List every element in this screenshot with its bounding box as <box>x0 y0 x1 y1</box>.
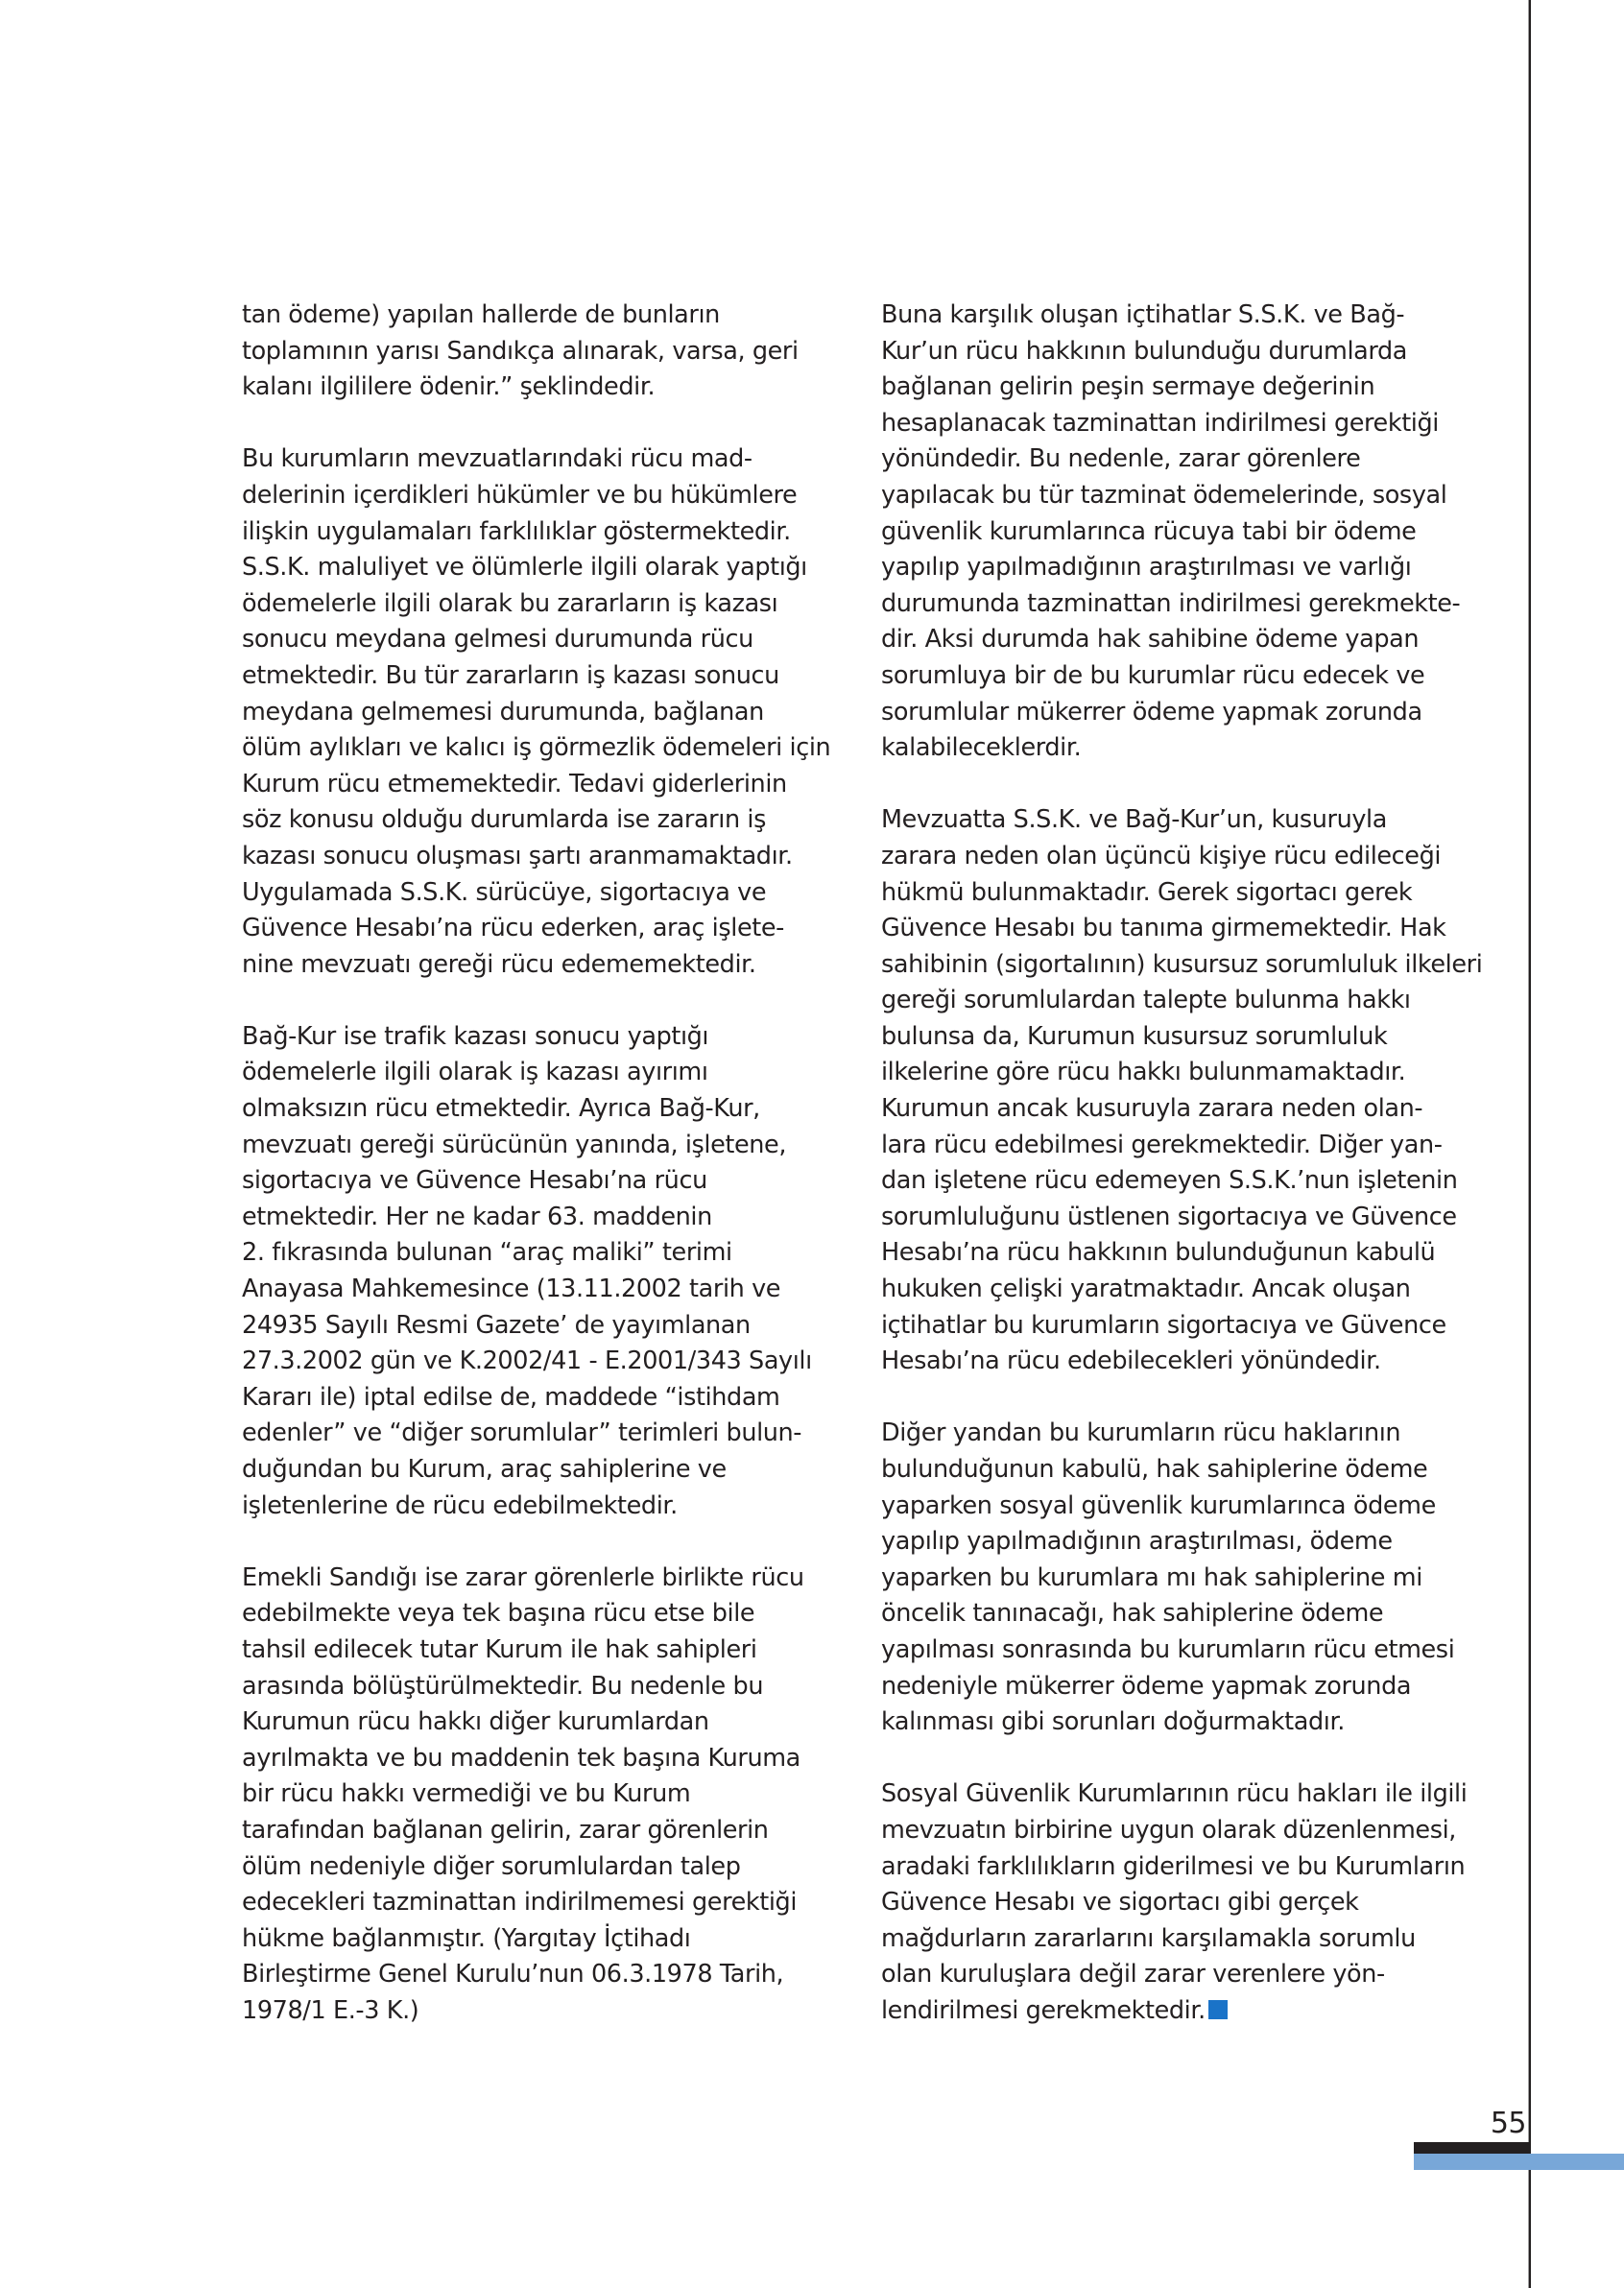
text-line: Bu kurumların mevzuatlarındaki rücu mad- <box>242 444 752 474</box>
text-line: hukuken çelişki yaratmaktadır. Ancak oluşan <box>881 1275 1411 1304</box>
text-line: mevzuatı gereği sürücünün yanında, işletene, <box>242 1130 787 1159</box>
text-line: Sosyal Güvenlik Kurumlarının rücu hakları ile ilgili <box>881 1779 1468 1809</box>
text-line: 1978/1 E.-3 K.) <box>242 1995 419 2025</box>
text-line: Buna karşılık oluşan içtihatlar S.S.K. ve Bağ- <box>881 300 1405 329</box>
text-line: arasında bölüştürülmektedir. Bu nedenle bu <box>242 1671 764 1701</box>
text-line: güvenlik kurumlarınca rücuya tabi bir ödeme <box>881 516 1417 546</box>
text-line: öncelik tanınacağı, hak sahiplerine ödeme <box>881 1599 1384 1629</box>
text-line: dir. Aksi durumda hak sahibine ödeme yapan <box>881 625 1420 655</box>
text-line: gereği sorumlulardan talepte bulunma hakkı <box>881 986 1411 1015</box>
text-line: Uygulamada S.S.K. sürücüye, sigortacıya ve <box>242 877 767 907</box>
text-line: duğundan bu Kurum, araç sahiplerine ve <box>242 1455 727 1484</box>
text-line: hükme bağlanmıştır. (Yargıtay İçtihadı <box>242 1923 691 1953</box>
text-line: hesaplanacak tazminattan indirilmesi gerektiği <box>881 408 1439 438</box>
left-column <box>242 298 866 2065</box>
text-line: sonucu meydana gelmesi durumunda rücu <box>242 625 753 655</box>
text-line: ilişkin uygulamaları farklılıklar göstermektedir. <box>242 516 791 546</box>
text-line: lara rücu edebilmesi gerekmektedir. Diğer yan- <box>881 1130 1443 1159</box>
text-line: Anayasa Mahkemesince (13.11.2002 tarih ve <box>242 1275 781 1304</box>
text-line: Güvence Hesabı’na rücu ederken, araç işlete- <box>242 914 784 943</box>
text-line: ödemelerle ilgili olarak bu zararların iş kazası <box>242 588 778 618</box>
text-line: kalınması gibi sorunları doğurmaktadır. <box>881 1707 1345 1737</box>
text-line: Güvence Hesabı bu tanıma girmemektedir. Hak <box>881 914 1446 943</box>
text-line: nine mevzuatı gereği rücu edememektedir. <box>242 949 756 979</box>
text-line: yönündedir. Bu nedenle, zarar görenlere <box>881 444 1361 474</box>
paragraph <box>242 298 866 406</box>
text-line: 27.3.2002 gün ve K.2002/41 - E.2001/343 Sayılı <box>242 1347 812 1376</box>
text-line: Kurumun ancak kusuruyla zarara neden olan- <box>881 1094 1423 1124</box>
text-line: Kurum rücu etmemektedir. Tedavi giderlerinin <box>242 769 787 798</box>
text-line: delerinin içerdikleri hükümler ve bu hükümlere <box>242 480 798 510</box>
text-line: toplamının yarısı Sandıkça alınarak, varsa, geri <box>242 336 799 366</box>
text-line: içtihatlar bu kurumların sigortacıya ve Güvence <box>881 1310 1446 1340</box>
right-column <box>881 298 1505 2065</box>
text-line: mevzuatın birbirine uygun olarak düzenlenmesi, <box>881 1815 1456 1845</box>
text-line: Hesabı’na rücu edebilecekleri yönündedir. <box>881 1347 1381 1376</box>
text-line: ölüm nedeniyle diğer sorumlulardan talep <box>242 1851 741 1881</box>
text-line: yapılması sonrasında bu kurumların rücu etmesi <box>881 1634 1455 1664</box>
text-line: Mevzuatta S.S.K. ve Bağ-Kur’un, kusuruyla <box>881 805 1387 835</box>
text-line: tarafından bağlanan gelirin, zarar görenlerin <box>242 1815 769 1845</box>
text-line: sorumlular mükerrer ödeme yapmak zorunda <box>881 697 1422 727</box>
text-line: bulunsa da, Kurumun kusursuz sorumluluk <box>881 1021 1388 1051</box>
footer-bar-blue <box>1414 2154 1624 2170</box>
text-line: ayrılmakta ve bu maddenin tek başına Kuruma <box>242 1743 800 1773</box>
text-line: tahsil edilecek tutar Kurum ile hak sahipleri <box>242 1634 757 1664</box>
text-line: edecekleri tazminattan indirilmemesi gerektiği <box>242 1888 798 1918</box>
text-line: olan kuruluşlara değil zarar verenlere yön- <box>881 1960 1385 1990</box>
text-line: bulunduğunun kabulü, hak sahiplerine ödeme <box>881 1455 1428 1484</box>
text-line: lendirilmesi gerekmektedir. <box>881 1993 1505 2030</box>
paragraph <box>242 441 866 983</box>
text-line: bağlanan gelirin peşin sermaye değerinin <box>881 372 1375 402</box>
text-line: söz konusu olduğu durumlarda ise zararın iş <box>242 805 766 835</box>
text-line: hükmü bulunmaktadır. Gerek sigortacı gerek <box>881 877 1413 907</box>
text-line: işletenlerine de rücu edebilmektedir. <box>242 1490 678 1520</box>
text-line: etmektedir. Bu tür zararların iş kazası sonucu <box>242 660 779 690</box>
text-line: sahibinin (sigortalının) kusursuz sorumluluk ilkeleri <box>881 949 1483 979</box>
text-line: yaparken sosyal güvenlik kurumlarınca ödeme <box>881 1490 1436 1520</box>
text-line: kalanı ilgililere ödenir.” şeklindedir. <box>242 372 656 402</box>
text-line: sigortacıya ve Güvence Hesabı’na rücu <box>242 1166 707 1196</box>
end-of-article-square-icon <box>1208 2000 1228 2019</box>
text-line: Kurumun rücu hakkı diğer kurumlardan <box>242 1707 709 1737</box>
text-line: ilkelerine göre rücu hakkı bulunmamaktadır. <box>881 1058 1406 1087</box>
text-line: dan işletene rücu edemeyen S.S.K.’nun işletenin <box>881 1166 1458 1196</box>
text-line: edenler” ve “diğer sorumlular” terimleri bulun- <box>242 1418 802 1448</box>
text-line: tan ödeme) yapılan hallerde de bunların <box>242 300 720 329</box>
paragraph <box>881 1776 1505 2029</box>
text-line: durumunda tazminattan indirilmesi gerekmekte- <box>881 588 1461 618</box>
text-line: etmektedir. Her ne kadar 63. maddenin <box>242 1202 712 1231</box>
text-line: kalabileceklerdir. <box>881 733 1082 763</box>
text-line: mağdurların zararlarını karşılamakla sorumlu <box>881 1923 1416 1953</box>
text-line: zarara neden olan üçüncü kişiye rücu edileceği <box>881 841 1442 870</box>
text-line: edebilmekte veya tek başına rücu etse bile <box>242 1599 755 1629</box>
paragraph <box>881 802 1505 1380</box>
text-line: Hesabı’na rücu hakkının bulunduğunun kabulü <box>881 1238 1436 1268</box>
paragraph <box>242 1019 866 1524</box>
text-line: aradaki farklılıkların giderilmesi ve bu Kurumların <box>881 1851 1466 1881</box>
text-line: bir rücu hakkı vermediği ve bu Kurum <box>242 1779 691 1809</box>
text-line: yapılacak bu tür tazminat ödemelerinde, sosyal <box>881 480 1447 510</box>
footer-bar-black <box>1414 2142 1529 2154</box>
text-line: kazası sonucu oluşması şartı aranmamaktadır. <box>242 841 793 870</box>
text-line: Kur’un rücu hakkının bulunduğu durumlarda <box>881 336 1408 366</box>
text-line: Kararı ile) iptal edilse de, maddede “istihdam <box>242 1382 780 1412</box>
page-edge-vertical-rule <box>1528 0 1531 2288</box>
text-line: nedeniyle mükerrer ödeme yapmak zorunda <box>881 1671 1412 1701</box>
paragraph <box>881 298 1505 767</box>
text-line: yapılıp yapılmadığının araştırılması ve varlığı <box>881 553 1412 583</box>
paragraph <box>881 1416 1505 1740</box>
text-line: sorumluya bir de bu kurumlar rücu edecek ve <box>881 660 1425 690</box>
text-line: 2. fıkrasında bulunan “araç maliki” terimi <box>242 1238 732 1268</box>
paragraph <box>242 1561 866 2030</box>
text-line: meydana gelmemesi durumunda, bağlanan <box>242 697 764 727</box>
text-line: ölüm aylıkları ve kalıcı iş görmezlik ödemeleri için <box>242 733 831 763</box>
text-line: olmaksızın rücu etmektedir. Ayrıca Bağ-Kur, <box>242 1094 760 1124</box>
text-line: 24935 Sayılı Resmi Gazete’ de yayımlanan <box>242 1310 751 1340</box>
text-line: yaparken bu kurumlara mı hak sahiplerine mi <box>881 1562 1422 1592</box>
text-line: Emekli Sandığı ise zarar görenlerle birlikte rücu <box>242 1562 804 1592</box>
text-line: Güvence Hesabı ve sigortacı gibi gerçek <box>881 1888 1359 1918</box>
text-line: S.S.K. maluliyet ve ölümlerle ilgili olarak yaptığı <box>242 553 807 583</box>
text-line: Diğer yandan bu kurumların rücu haklarının <box>881 1418 1401 1448</box>
text-line: yapılıp yapılmadığının araştırılması, ödeme <box>881 1527 1393 1557</box>
text-line: Birleştirme Genel Kurulu’nun 06.3.1978 Tarih, <box>242 1960 784 1990</box>
page-number: 55 <box>1490 2107 1526 2140</box>
text-line: ödemelerle ilgili olarak iş kazası ayırımı <box>242 1058 708 1087</box>
text-line: Bağ-Kur ise trafik kazası sonucu yaptığı <box>242 1021 709 1051</box>
text-line: sorumluluğunu üstlenen sigortacıya ve Güvence <box>881 1202 1457 1231</box>
